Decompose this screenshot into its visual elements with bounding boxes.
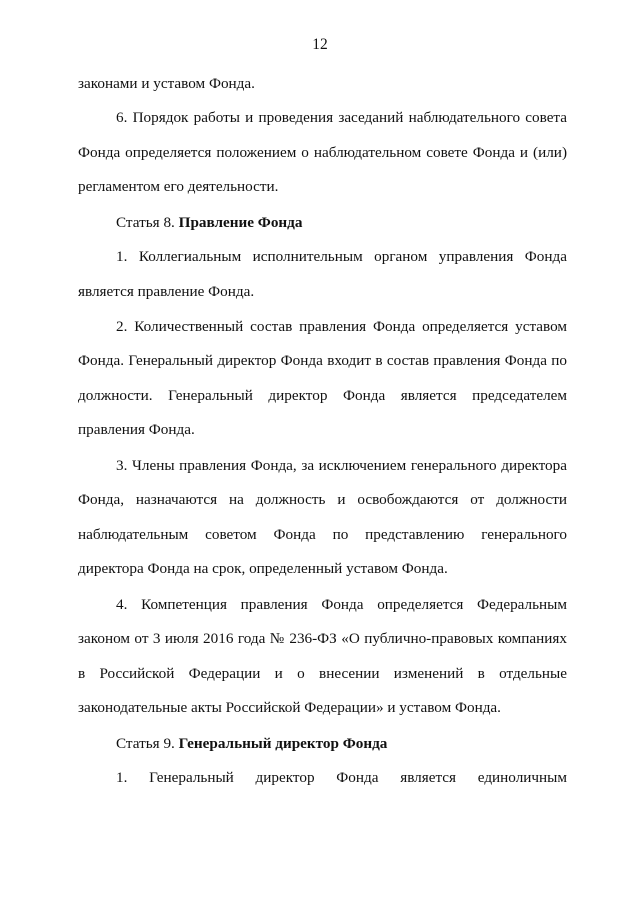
text-line: 3. Члены правления Фонда, за исключением генерального директора	[116, 457, 567, 474]
text-line: 6. Порядок работы и проведения заседаний наблюдательного совета	[116, 109, 567, 126]
article-heading	[116, 213, 567, 233]
text-line: наблюдательным советом Фонда по представлению генерального	[78, 526, 567, 543]
article-heading	[116, 734, 567, 754]
text-line: Фонда. Генеральный директор Фонда входит в состав правления Фонда по	[78, 352, 567, 369]
page-number: 12	[312, 36, 328, 53]
article-number: Статья 8.	[116, 214, 179, 231]
text-line: Фонда определяется положением о наблюдательном совете Фонда и (или)	[78, 144, 567, 161]
text-line: Фонда, назначаются на должность и освобождаются от должности	[78, 491, 567, 508]
text-line: законодательные акты Российской Федерации» и уставом Фонда.	[78, 699, 501, 716]
text-line: директора Фонда на срок, определенный уставом Фонда.	[78, 560, 448, 577]
text-line: 4. Компетенция правления Фонда определяется Федеральным	[116, 596, 567, 613]
text-line: 1. Коллегиальным исполнительным органом управления Фонда	[116, 248, 567, 265]
text-line: законами и уставом Фонда.	[78, 75, 255, 92]
text-line: 1. Генеральный директор Фонда является единоличным	[116, 769, 567, 786]
text-line: должности. Генеральный директор Фонда является председателем	[78, 387, 567, 404]
text-line: является правление Фонда.	[78, 283, 255, 300]
article-number: Статья 9.	[116, 735, 179, 752]
text-line: правления Фонда.	[78, 421, 195, 438]
text-line: регламентом его деятельности.	[78, 178, 279, 195]
text-line: 2. Количественный состав правления Фонда определяется уставом	[116, 318, 567, 335]
text-line: законом от 3 июля 2016 года № 236-ФЗ «О публично-правовых компаниях	[78, 630, 567, 647]
text-line: в Российской Федерации и о внесении изменений в отдельные	[78, 665, 567, 682]
article-title: Правление Фонда	[178, 214, 303, 231]
article-title: Генеральный директор Фонда	[178, 735, 388, 752]
